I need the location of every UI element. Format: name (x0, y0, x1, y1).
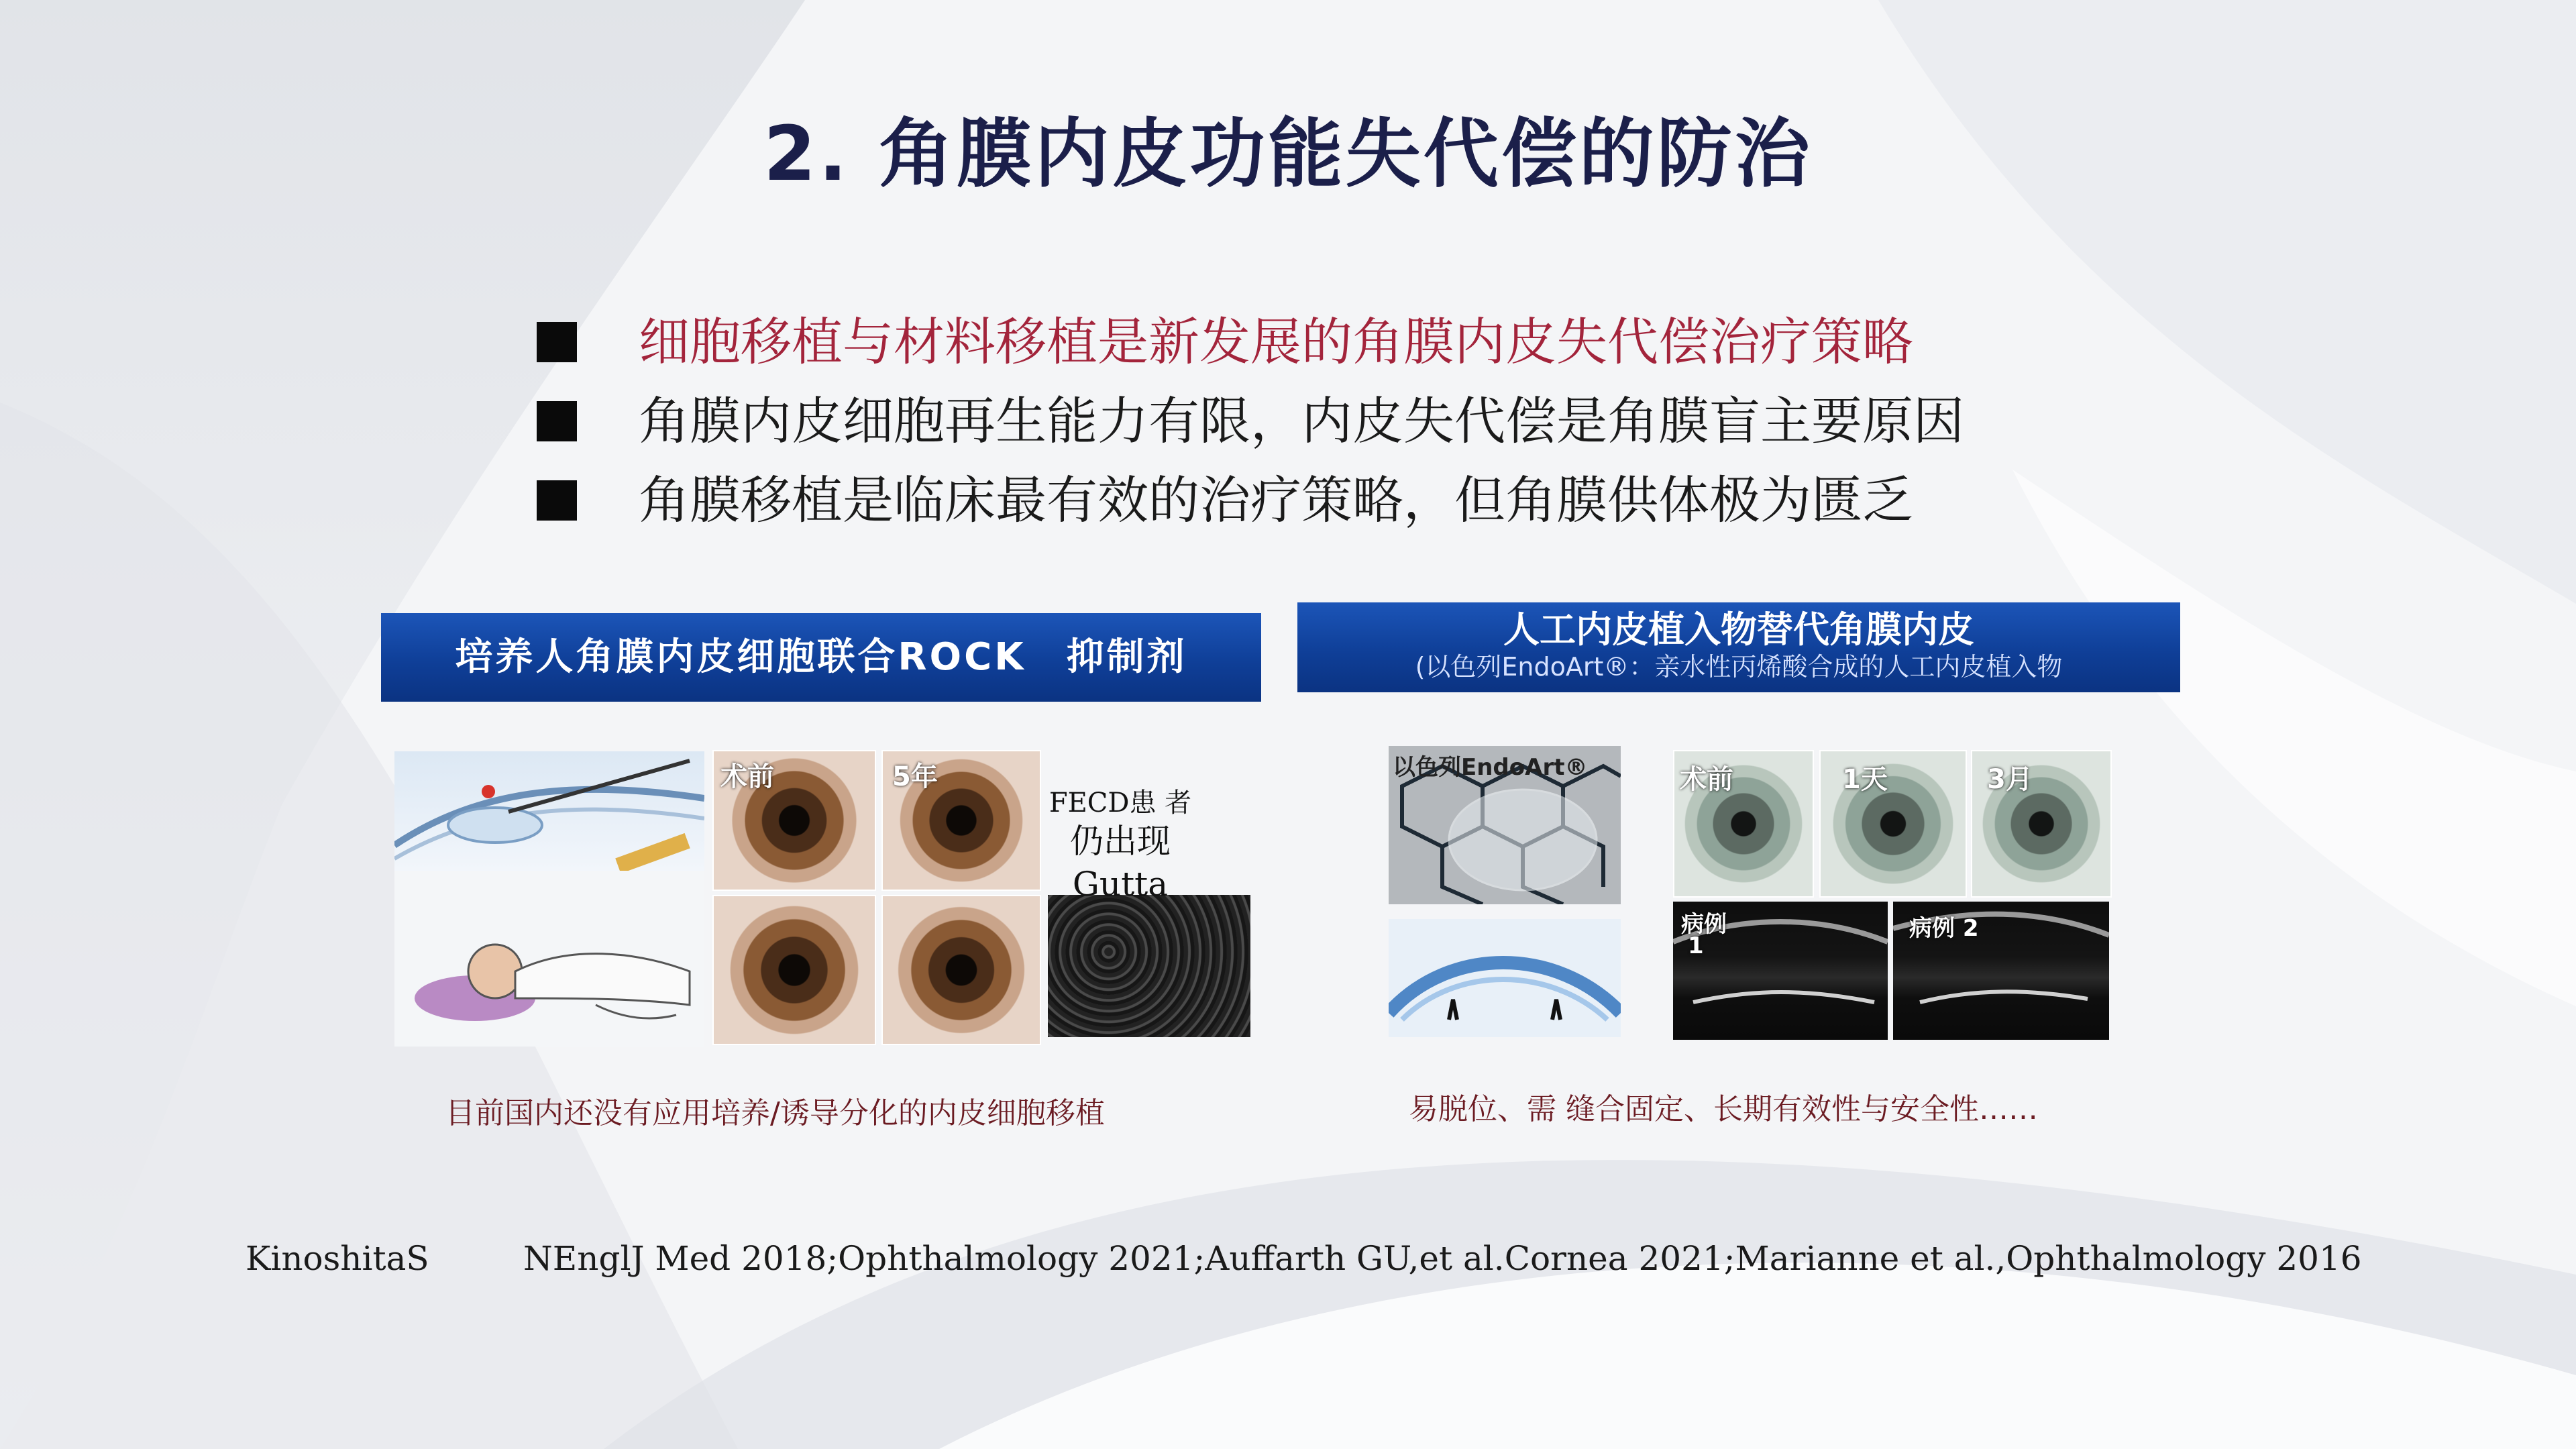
references (246, 1237, 2362, 1280)
label-1day: 1天 (1842, 764, 1888, 795)
injection-illustration (394, 751, 704, 871)
reference-author: KinoshitaS (246, 1239, 429, 1278)
bullet-item (537, 388, 2147, 467)
bullet-text: 角膜内皮细胞再生能力有限，内皮失代偿是角膜盲主要原因 (639, 391, 1964, 451)
square-bullet-icon (537, 480, 577, 521)
right-caption: 易脱位、需 缝合固定、长期有效性与安全性…… (1409, 1092, 2038, 1126)
left-caption: 目前国内还没有应用培养/诱导分化的内皮细胞移植 (445, 1096, 1105, 1130)
left-banner (381, 613, 1261, 702)
square-bullet-icon (537, 401, 577, 441)
slide-title: 2. 角膜内皮功能失代偿的防治 (763, 111, 1813, 198)
left-banner-title: 培养人角膜内皮细胞联合ROCK 抑制剂 (455, 635, 1187, 679)
bullet-list (537, 309, 2147, 546)
prone-patient-illustration (394, 871, 704, 1046)
bullet-text: 细胞移植与材料移植是新发展的角膜内皮失代偿治疗策略 (639, 312, 1913, 372)
eye-photo-preop-bottom (712, 895, 876, 1045)
label-case1: 病例 (1681, 911, 1727, 938)
fecd-note-line2: 仍出现Gutta (1070, 822, 1171, 904)
label-case1-number: 1 (1688, 932, 1704, 959)
specular-microscopy-image (1048, 895, 1250, 1037)
endoart-label: 以色列EndoArt® (1393, 754, 1588, 781)
eye-photo-1day (1819, 750, 1967, 898)
label-3month: 3月 (1987, 764, 2033, 795)
eye-photo-5yr-bottom (881, 895, 1041, 1045)
label-case2: 病例 2 (1909, 915, 1979, 942)
fecd-note-line1: FECD患 者 (1049, 788, 1192, 818)
right-banner-subtitle: (以色列EndoArt®：亲水性丙烯酸合成的人工内皮植入物 (1415, 652, 2063, 682)
reference-citations: NEnglJ Med 2018;Ophthalmology 2021;Auffarth GU,et al.Cornea 2021;Marianne et al.,Ophthalmology 2016 (523, 1239, 2362, 1278)
bullet-item (537, 309, 2147, 388)
square-bullet-icon (537, 322, 577, 362)
fecd-note (1046, 786, 1194, 906)
right-banner (1297, 602, 2180, 692)
label-5yr: 5年 (892, 761, 938, 792)
label-preop-right: 术前 (1680, 764, 1733, 795)
bullet-item (537, 467, 2147, 546)
right-banner-title: 人工内皮植入物替代角膜内皮 (1503, 608, 1974, 651)
label-preop: 术前 (720, 761, 774, 792)
endoart-diagram (1389, 919, 1621, 1037)
bullet-text: 角膜移植是临床最有效的治疗策略，但角膜供体极为匮乏 (639, 470, 1913, 530)
